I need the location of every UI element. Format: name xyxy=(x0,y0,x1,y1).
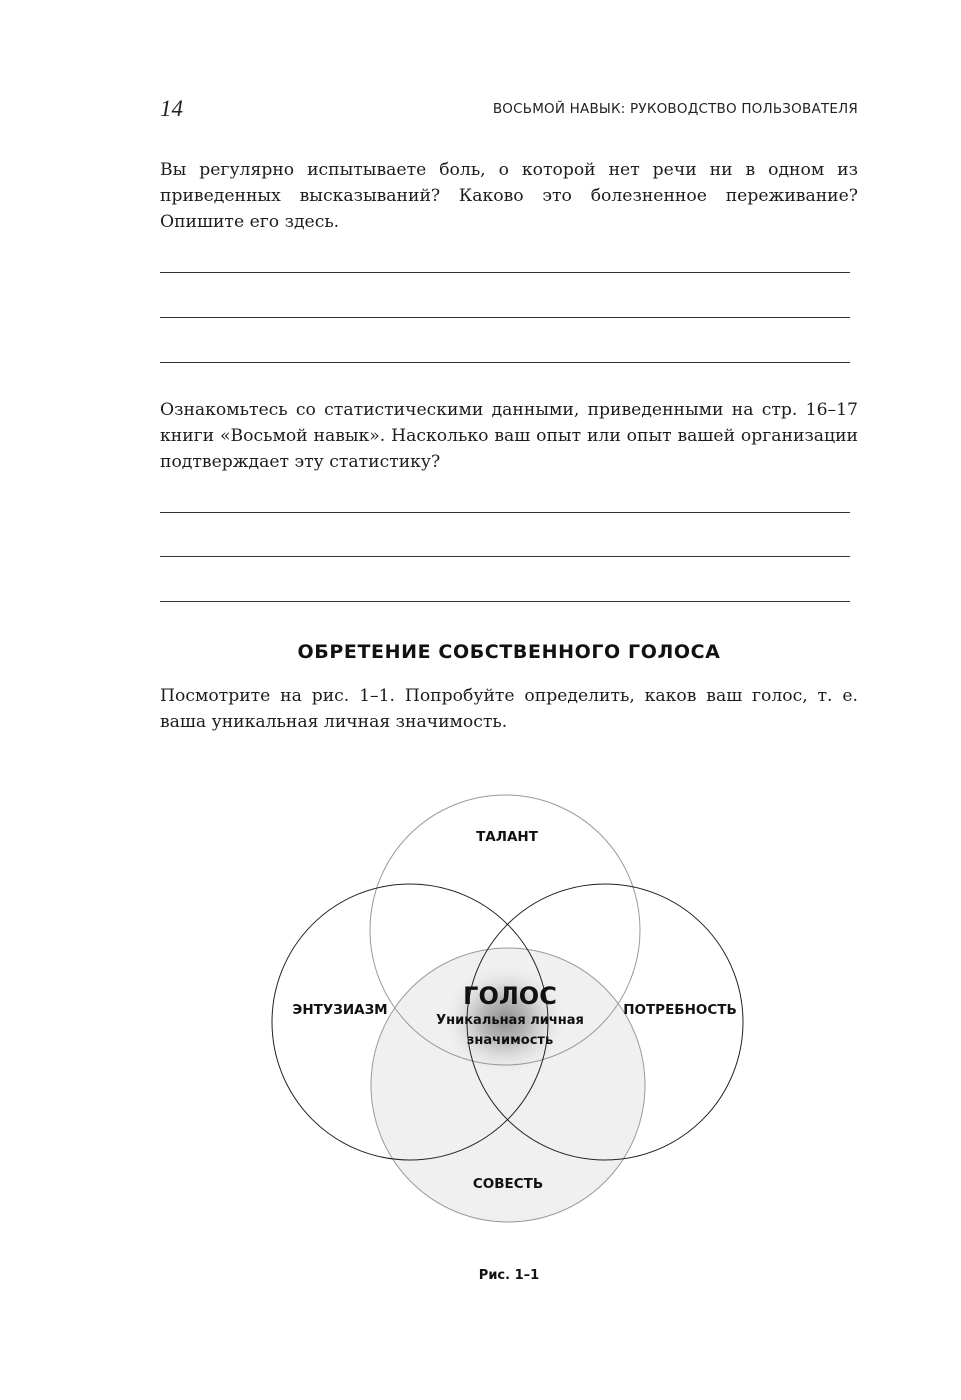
page-number: 14 xyxy=(160,96,183,121)
label-voice-sub-1: Уникальная личная xyxy=(436,1013,584,1028)
section-intro: Посмотрите на рис. 1–1. Попробуйте определить, каков ваш голос, т. е. ваша уникальная личная значимость. xyxy=(160,686,858,732)
figure-caption: Рис. 1–1 xyxy=(478,1268,540,1283)
running-title: ВОСЬМОЙ НАВЫК: РУКОВОДСТВО ПОЛЬЗОВАТЕЛЯ xyxy=(492,101,858,117)
label-voice-sub-2: значимость xyxy=(466,1033,554,1048)
answer-line[interactable] xyxy=(160,512,850,513)
question-1-text: Вы регулярно испытываете боль, о которой нет речи ни в одном из приведенных высказываний? Каково это болезненное переживание? Опишите его здесь. xyxy=(160,160,858,232)
section-heading: ОБРЕТЕНИЕ СОБСТВЕННОГО ГОЛОСА xyxy=(297,641,721,663)
label-need: ПОТРЕБНОСТЬ xyxy=(623,1002,737,1018)
answer-line[interactable] xyxy=(160,601,850,602)
running-head xyxy=(160,96,858,126)
venn-diagram-svg xyxy=(260,770,760,1270)
answer-line[interactable] xyxy=(160,556,850,557)
answer-line[interactable] xyxy=(160,362,850,363)
label-voice: ГОЛОС xyxy=(463,982,557,1010)
label-conscience: СОВЕСТЬ xyxy=(472,1176,544,1192)
label-enthusiasm: ЭНТУЗИАЗМ xyxy=(292,1002,388,1018)
answer-line[interactable] xyxy=(160,317,850,318)
answer-line[interactable] xyxy=(160,272,850,273)
label-talent: ТАЛАНТ xyxy=(476,829,538,845)
venn-diagram xyxy=(260,770,760,1270)
question-2-text: Ознакомьтесь со статистическими данными, приведенными на стр. 16–17 книги «Восьмой навык». Насколько ваш опыт или опыт вашей организации подтверждает эту статистику? xyxy=(160,400,858,472)
